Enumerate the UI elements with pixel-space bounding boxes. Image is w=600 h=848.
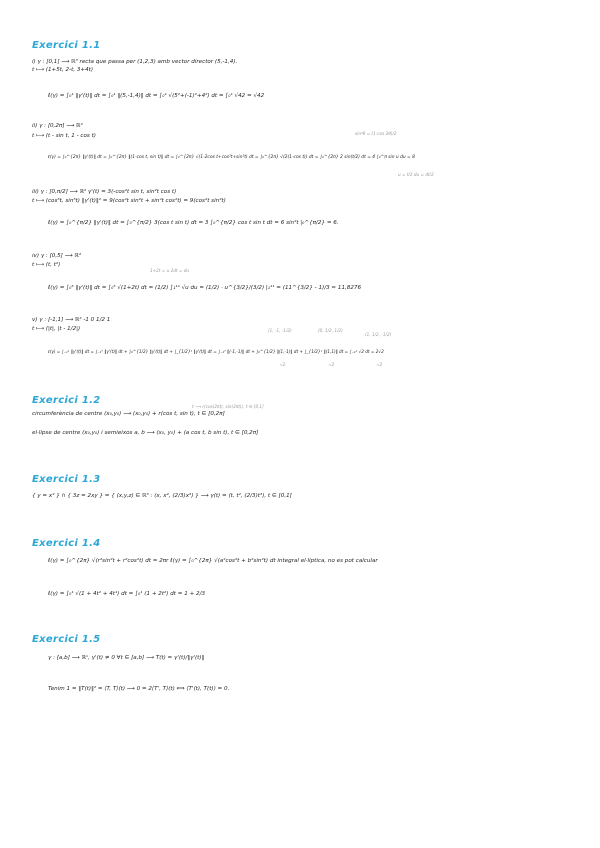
exercise-line: iii) γ : [0,π/2] ⟶ ℝ² γ'(t) = 3(-cos²t sin t, sin²t cos t) [32, 189, 177, 195]
exercise-line: ℓ(γ) = ∫₀^{2π} √(r²sin²t + r²cos²t) dt = 2πr ℓ(γ) = ∫₀^{2π} √(a²cos²t + b²sin²t) dt integral el·líptica, no es pot calcular [48, 558, 378, 564]
exercise-title: Exercici 1.4 [32, 538, 101, 549]
exercise-line: ℓ(γ) = ∫₋₁¹ ‖γ'(t)‖ dt = ∫₋₁⁰ ‖γ'(t)‖ dt + ∫₀^{1/2} ‖γ'(t)‖ dt + ∫_{1/2}¹ ‖γ'(t)‖ dt = ∫₋₁⁰ ‖(-1,-1)‖ dt + ∫₀^{1/2} ‖(1,-1)‖ dt + ∫_{1/2}¹ ‖(1,1)‖ dt = ∫₋₁¹ √2 dt = 2√2 [48, 349, 384, 354]
exercise-line: i) γ : [0,1] ⟶ ℝ³ recta que passa per (1,2,3) amb vector director (5,-1,4). [32, 59, 238, 65]
exercise-line: ℓ(γ) = ∫₀¹ ‖γ'(t)‖ dt = ∫₀¹ ‖(5,-1,4)‖ dt = ∫₀¹ √(5²+(-1)²+4²) dt = ∫₀¹ √42 = √42 [48, 93, 265, 99]
exercise-line: v) γ : [-1,1] ⟶ ℝ² -1 0 1/2 1 [32, 317, 111, 323]
exercise-line: ℓ(γ) = ∫₀¹ √(1 + 4t² + 4t⁴) dt = ∫₀¹ (1 + 2t²) dt = 1 + 2/3 [48, 591, 206, 597]
exercise-line: t ⟼ (t, t²) [32, 262, 61, 268]
exercise-line: γ : [a,b] ⟶ ℝⁿ, γ'(t) ≠ 0 ∀t ∈ [a,b] ⟶ T(t) = γ'(t)/‖γ'(t)‖ [48, 655, 205, 661]
exercise-line: el·lipse de centre (x₀,y₀) i semieixos a, b ⟶ (x₀, y₀) + (a cos t, b sin t), t ∈ [0,2π] [32, 430, 259, 436]
exercise-line: t ⟼ (cos³t, sin³t) ‖γ'(t)‖² = 9(cos⁴t sin²t + sin⁴t cos²t) = 9(cos²t sin²t) [32, 198, 226, 204]
exercise-line: ii) γ : [0,2π] ⟶ ℝ² [32, 123, 83, 129]
side-note: (1, 1/2, -1/2) [365, 332, 392, 337]
exercise-line: Tenim 1 = ‖T(t)‖² = ⟨T, T⟩(t) ⟶ 0 = 2⟨T', T⟩(t) ⟺ ⟨T'(t), T(t)⟩ = 0. [48, 686, 230, 692]
exercise-title: Exercici 1.3 [32, 474, 101, 485]
exercise-line: circumferència de centre (x₀,y₀) ⟶ (x₀,y₀) + r(cos t, sin t), t ∈ [0,2π] [32, 411, 225, 417]
side-note: (1, -1, -1/2) [268, 328, 292, 333]
exercise-line: t ⟼ (|t|, |t - 1/2|) [32, 326, 81, 332]
side-note: √2 [329, 362, 335, 367]
exercise-line: { y = x² } ∩ { 3z = 2xy } = { (x,y,z) ∈ ℝ³ : (x, x², (2/3)x³) } ⟶ γ(t) = (t, t², (2/3)t³), t ∈ [0,1] [32, 493, 292, 499]
side-note: 1+2t = u 2dt = du [150, 268, 190, 273]
exercise-line: t ⟼ (t - sin t, 1 - cos t) [32, 133, 96, 139]
exercise-title: Exercici 1.5 [32, 634, 101, 645]
exercise-title: Exercici 1.2 [32, 395, 101, 406]
side-note: (0, 1/2, 1/2) [318, 328, 343, 333]
side-note: √2 [377, 362, 383, 367]
exercise-line: ℓ(γ) = ∫₀^{π/2} ‖γ'(t)‖ dt = ∫₀^{π/2} 3(cos t sin t) dt = 3 ∫₀^{π/2} cos t sin t dt = 6 sin²t |₀^{π/2} = 6. [48, 220, 339, 226]
exercise-line: ℓ(γ) = ∫₀^{2π} ‖γ'(t)‖ dt = ∫₀^{2π} ‖(1-cos t, sin t)‖ dt = ∫₀^{2π} √(1-2cos t+cos²t+sin²t) dt = ∫₀^{2π} √(2(1-cos t)) dt = ∫₀^{2π} 2 sin(t/2) dt = 4 ∫₀^π sin u du = 8 [48, 155, 415, 160]
side-note: t ⟶ r(cos(2πt), sin(2πt)), t ∈ [0,1] [192, 404, 264, 409]
side-note: u = t/2 du = dt/2 [398, 172, 434, 177]
exercise-line: iv) γ : [0,5] ⟶ ℝ² [32, 253, 82, 259]
exercise-title: Exercici 1.1 [32, 40, 101, 51]
exercise-line: ℓ(γ) = ∫₀⁵ ‖γ'(t)‖ dt = ∫₀⁵ √(1+2t) dt = (1/2) ∫₁¹¹ √u du = (1/2) · u^{3/2}/(3/2) |₁¹¹ = (11^{3/2} - 1)/3 ≈ 11,8276 [48, 285, 362, 291]
side-note: sin²θ = (1-cos 2θ)/2 [355, 131, 397, 136]
side-note: √2 [280, 362, 286, 367]
exercise-line: t ⟼ (1+5t, 2-t, 3+4t) [32, 67, 94, 73]
